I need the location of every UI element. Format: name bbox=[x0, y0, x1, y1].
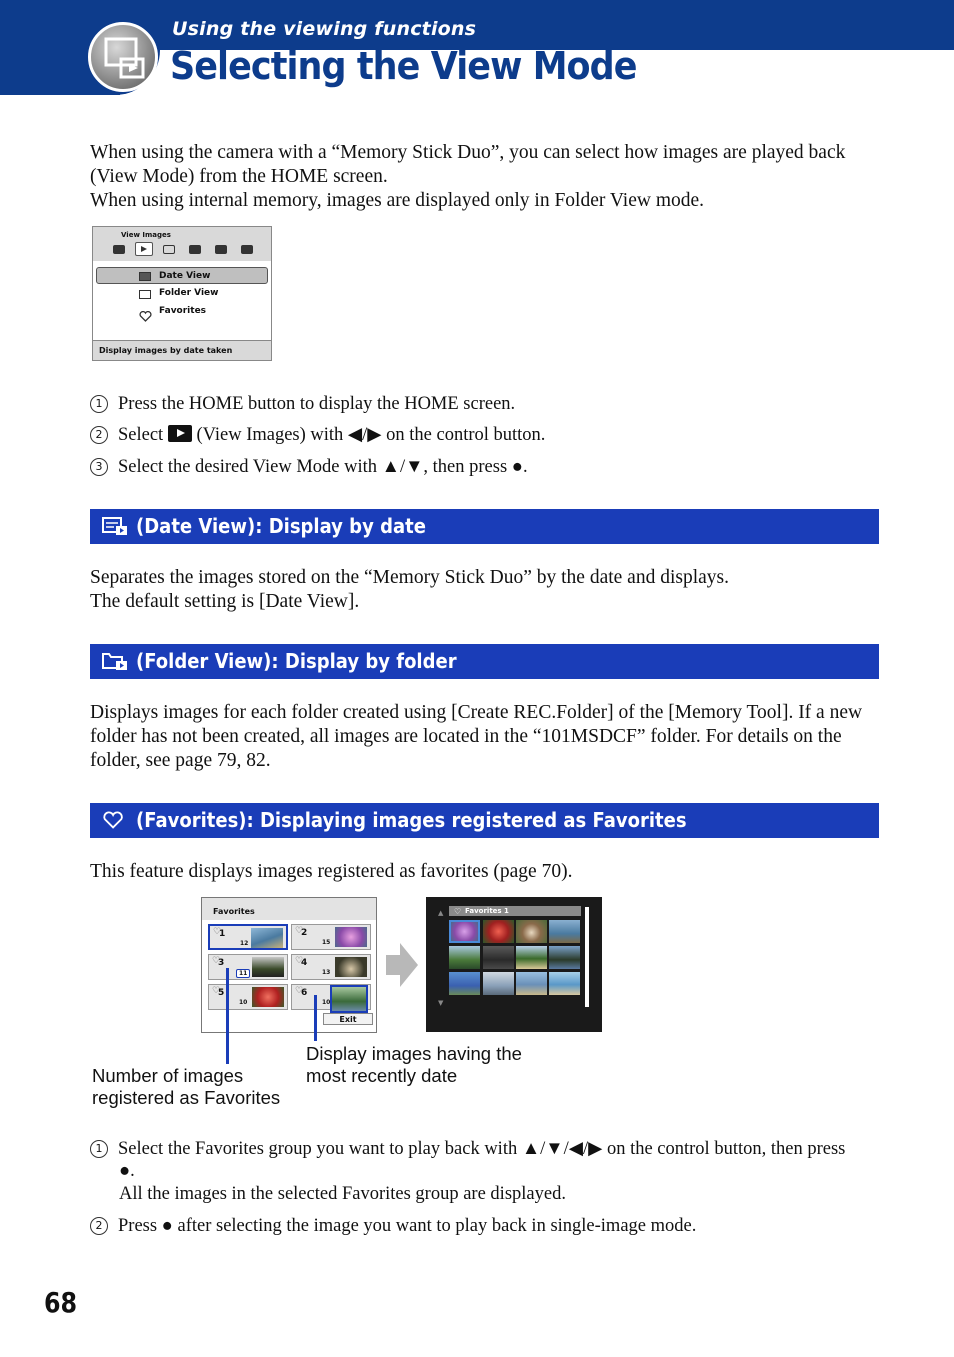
arrow-right-icon bbox=[386, 943, 418, 987]
group-number: 1 bbox=[219, 929, 226, 939]
camera-icon bbox=[113, 245, 125, 254]
folder-view-label[interactable]: Folder View bbox=[159, 288, 219, 298]
callout-line-latest bbox=[314, 995, 317, 1041]
intro-line-1: When using the camera with a “Memory Stick Duo”, you can select how images are played back (View Mode) from the HOME screen. bbox=[90, 142, 846, 187]
group-count: 11 bbox=[236, 969, 250, 978]
folder-view-icon bbox=[102, 652, 128, 671]
section-title: (Folder View): Display by folder bbox=[136, 649, 457, 673]
exit-button[interactable]: Exit bbox=[323, 1013, 373, 1025]
callout-line: Number of images bbox=[92, 1065, 244, 1086]
grid-image[interactable] bbox=[549, 920, 580, 943]
favorites-group-2[interactable] bbox=[291, 924, 371, 950]
callout-number-of-images bbox=[92, 1065, 280, 1109]
grid-image[interactable] bbox=[516, 946, 547, 969]
print-icon bbox=[189, 245, 201, 254]
step-text-post: (View Images) with ◀/▶ on the control button. bbox=[196, 425, 546, 445]
folder-view-body: Displays images for each folder created using [Create REC.Folder] of the [Memory Tool]. If a new folder has not been created, all images are located in the “101MSDCF” folder. For details on the folder, see page 79, 82. bbox=[90, 702, 863, 771]
scroll-down-icon: ▼ bbox=[438, 999, 444, 1007]
date-view-body-line-1: Separates the images stored on the “Memory Stick Duo” by the date and displays. bbox=[90, 567, 730, 588]
group-thumbnail bbox=[252, 987, 284, 1007]
grid-image[interactable] bbox=[483, 920, 514, 943]
screen-footer: Display images by date taken bbox=[93, 340, 271, 360]
group-number: 3 bbox=[218, 958, 225, 968]
group-number: 2 bbox=[301, 928, 308, 938]
favorites-label[interactable]: Favorites bbox=[159, 306, 207, 316]
callout-line: most recently date bbox=[306, 1065, 458, 1086]
view-images-play-icon bbox=[168, 425, 192, 442]
heart-icon: ♡ bbox=[213, 927, 222, 937]
screen-icon-row bbox=[105, 242, 265, 258]
favorites-step-1-note: All the images in the selected Favorites group are displayed. bbox=[119, 1184, 566, 1204]
step-number: 2 bbox=[90, 1217, 108, 1235]
group-count: 15 bbox=[322, 939, 331, 946]
group-count: 10 bbox=[239, 999, 248, 1006]
favorites-body: This feature displays images registered as favorites (page 70). bbox=[90, 861, 573, 882]
heart-icon: ♡ bbox=[212, 986, 221, 996]
group-count: 13 bbox=[322, 969, 331, 976]
memory-icon bbox=[215, 245, 227, 254]
grid-image[interactable] bbox=[483, 946, 514, 969]
chapter-subtitle: Using the viewing functions bbox=[172, 18, 477, 40]
favorites-group-4[interactable] bbox=[291, 954, 371, 980]
group-thumbnail bbox=[252, 957, 284, 977]
favorites-group-6[interactable] bbox=[291, 984, 371, 1010]
step-text: Select the desired View Mode with ▲/▼, then press ●. bbox=[118, 457, 528, 477]
scroll-up-icon: ▲ bbox=[438, 909, 444, 917]
intro-paragraph bbox=[90, 141, 880, 213]
group-number: 4 bbox=[301, 958, 308, 968]
date-view-icon bbox=[102, 517, 128, 536]
step-2 bbox=[90, 424, 545, 446]
group-count: 12 bbox=[240, 940, 249, 947]
callout-line: registered as Favorites bbox=[92, 1087, 281, 1108]
settings-icon bbox=[241, 245, 253, 254]
group-thumbnail bbox=[335, 927, 367, 947]
playback-chapter-icon bbox=[88, 22, 158, 92]
heart-icon: ♡ bbox=[212, 956, 221, 966]
screen-header-label: View Images bbox=[121, 231, 171, 239]
step-number: 2 bbox=[90, 426, 108, 444]
scrollbar[interactable] bbox=[585, 907, 589, 1007]
section-bar-folder-view bbox=[90, 644, 879, 679]
step-number: 1 bbox=[90, 1140, 108, 1158]
callout-most-recent bbox=[306, 1043, 522, 1087]
page-number: 68 bbox=[44, 1286, 78, 1319]
grid-image[interactable] bbox=[449, 946, 480, 969]
page-title: Selecting the View Mode bbox=[170, 44, 637, 88]
date-view-body-line-2: The default setting is [Date View]. bbox=[90, 591, 360, 612]
grid-image-selected[interactable] bbox=[449, 920, 480, 943]
heart-icon: ♡ bbox=[295, 926, 304, 936]
view-images-screen bbox=[92, 226, 272, 361]
step-text-pre: Select bbox=[118, 425, 164, 445]
step-text: Select the Favorites group you want to play back with ▲/▼/◀/▶ on the control button, then press bbox=[118, 1139, 846, 1159]
group-count: 10 bbox=[322, 999, 331, 1006]
favorites-group-5[interactable] bbox=[208, 984, 288, 1010]
favorites-heart-icon bbox=[139, 307, 152, 326]
intro-line-2: When using internal memory, images are displayed only in Folder View mode. bbox=[90, 190, 705, 211]
step-number: 1 bbox=[90, 395, 108, 413]
section-title: (Date View): Display by date bbox=[136, 514, 426, 538]
folder-view-icon bbox=[139, 290, 151, 299]
grid-image[interactable] bbox=[549, 972, 580, 995]
heart-icon: ♡ bbox=[295, 986, 304, 996]
section-bar-date-view bbox=[90, 509, 879, 544]
favorites-group-1[interactable] bbox=[208, 924, 288, 950]
favorites-heart-icon bbox=[102, 811, 126, 830]
step-3 bbox=[90, 456, 528, 478]
step-1 bbox=[90, 393, 515, 415]
favorites-screen-title: Favorites bbox=[202, 898, 376, 920]
grid-image[interactable] bbox=[483, 972, 514, 995]
date-view-body bbox=[90, 566, 880, 614]
slideshow-icon bbox=[163, 245, 175, 254]
grid-image[interactable] bbox=[516, 920, 547, 943]
date-view-icon bbox=[139, 272, 151, 281]
favorites-step-2 bbox=[90, 1215, 696, 1237]
grid-image[interactable] bbox=[449, 972, 480, 995]
callout-line-count bbox=[226, 968, 229, 1064]
heart-icon: ♡ bbox=[454, 907, 462, 916]
date-view-label: Date View bbox=[159, 271, 211, 281]
heart-icon: ♡ bbox=[295, 956, 304, 966]
favorites-image-grid-screen bbox=[426, 897, 602, 1032]
step-text: Press ● after selecting the image you want to play back in single-image mode. bbox=[118, 1216, 697, 1236]
favorites-group-3[interactable] bbox=[208, 954, 288, 980]
group-number: 5 bbox=[218, 988, 225, 998]
callout-line: Display images having the bbox=[306, 1043, 522, 1064]
group-number: 6 bbox=[301, 988, 308, 998]
favorites-step-1 bbox=[90, 1138, 880, 1160]
step-text: Press the HOME button to display the HOME screen. bbox=[118, 394, 516, 414]
section-bar-favorites bbox=[90, 803, 879, 838]
screen-top-bar bbox=[93, 227, 271, 261]
step-number: 3 bbox=[90, 458, 108, 476]
group-thumbnail bbox=[251, 928, 283, 948]
group-thumbnail-latest bbox=[330, 985, 368, 1013]
grid-screen-title: Favorites 1 bbox=[449, 906, 581, 916]
grid-image[interactable] bbox=[549, 946, 580, 969]
group-thumbnail bbox=[335, 957, 367, 977]
favorites-step-1-continued: ●. bbox=[119, 1161, 135, 1181]
grid-image[interactable] bbox=[516, 972, 547, 995]
section-title: (Favorites): Displaying images registered as Favorites bbox=[136, 808, 687, 832]
play-tab-icon bbox=[135, 242, 153, 256]
